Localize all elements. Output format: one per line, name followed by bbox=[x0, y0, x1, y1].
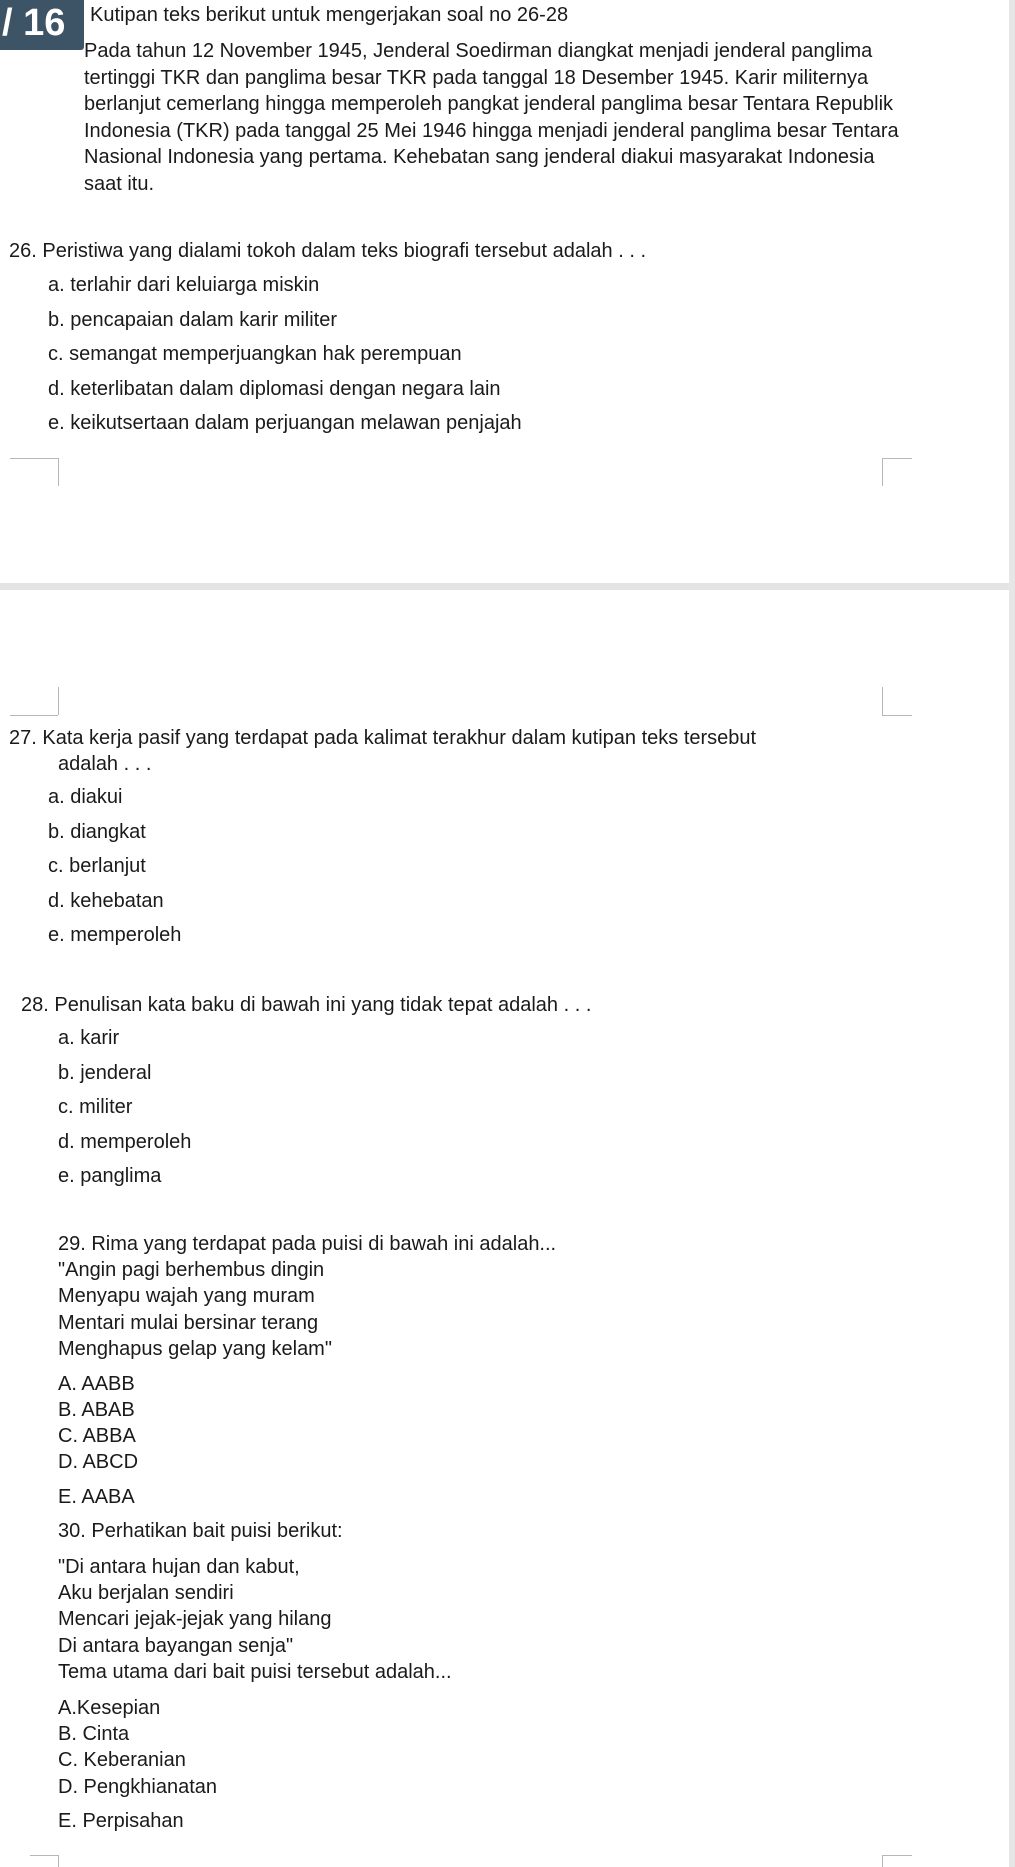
q26-option-a: a. terlahir dari keluiarga miskin bbox=[48, 274, 320, 296]
crop-mark bbox=[58, 458, 59, 486]
q28-option-d: d. memperoleh bbox=[58, 1131, 192, 1153]
q26-option-e: e. keikutsertaan dalam perjuangan melawan penjajah bbox=[48, 412, 522, 434]
q29-poem-line: Menghapus gelap yang kelam" bbox=[58, 1338, 332, 1360]
q27-option-b: b. diangkat bbox=[48, 821, 146, 843]
q30-poem-line: "Di antara hujan dan kabut, bbox=[58, 1556, 300, 1578]
q30-poem-line: Mencari jejak-jejak yang hilang bbox=[58, 1608, 332, 1630]
crop-mark bbox=[882, 1855, 912, 1856]
q30-option-d: D. Pengkhianatan bbox=[58, 1776, 218, 1798]
crop-mark bbox=[30, 1855, 58, 1856]
q26-option-b: b. pencapaian dalam karir militer bbox=[48, 309, 338, 331]
q27-option-d: d. kehebatan bbox=[48, 890, 164, 912]
q27-option-e: e. memperoleh bbox=[48, 924, 182, 946]
q30-option-e: E. Perpisahan bbox=[58, 1810, 184, 1832]
crop-mark bbox=[10, 715, 58, 716]
q30-poem-line: Aku berjalan sendiri bbox=[58, 1582, 234, 1604]
q28-option-c: c. militer bbox=[58, 1096, 133, 1118]
crop-mark bbox=[882, 715, 912, 716]
q28-option-b: b. jenderal bbox=[58, 1062, 152, 1084]
q29-option-c: C. ABBA bbox=[58, 1425, 136, 1447]
crop-mark bbox=[10, 458, 58, 459]
q28-option-a: a. karir bbox=[58, 1027, 120, 1049]
question-27: 27. Kata kerja pasif yang terdapat pada kalimat terakhur dalam kutipan teks tersebut bbox=[9, 727, 757, 749]
q30-poem-line: Di antara bayangan senja" bbox=[58, 1635, 294, 1657]
q30-prompt: Tema utama dari bait puisi tersebut adalah... bbox=[58, 1661, 452, 1683]
q27-option-a: a. diakui bbox=[48, 786, 123, 808]
q29-poem-line: Menyapu wajah yang muram bbox=[58, 1285, 315, 1307]
q29-poem-line: Mentari mulai bersinar terang bbox=[58, 1312, 319, 1334]
q29-option-d: D. ABCD bbox=[58, 1451, 139, 1473]
passage-text: Pada tahun 12 November 1945, Jenderal Soedirman diangkat menjadi jenderal panglima tertinggi TKR dan panglima besar TKR pada tanggal 18 Desember 1945. Karir militernya berlanjut cemerlang hingga memperoleh pangkat jenderal panglima besar Tentara Republik Indonesia (TKR) pada tanggal 25 Mei 1946 hingga menjadi jenderal panglima besar Tentara Nasional Indonesia yang pertama. Kehebatan sang jenderal diakui masyarakat Indonesia saat itu. bbox=[84, 40, 899, 195]
page-number-badge: / 16 bbox=[0, 0, 84, 50]
q29-option-a: A. AABB bbox=[58, 1373, 135, 1395]
crop-mark bbox=[882, 458, 912, 459]
passage-header: Kutipan teks berikut untuk mengerjakan soal no 26-28 bbox=[90, 4, 569, 26]
q30-option-c: C. Keberanian bbox=[58, 1749, 186, 1771]
q26-option-c: c. semangat memperjuangkan hak perempuan bbox=[48, 343, 462, 365]
q29-option-e: E. AABA bbox=[58, 1486, 135, 1508]
crop-mark bbox=[58, 1855, 59, 1867]
question-28: 28. Penulisan kata baku di bawah ini yang tidak tepat adalah . . . bbox=[21, 994, 592, 1016]
q30-option-a: A.Kesepian bbox=[58, 1697, 161, 1719]
question-29: 29. Rima yang terdapat pada puisi di bawah ini adalah... bbox=[58, 1233, 557, 1255]
crop-mark bbox=[882, 458, 883, 486]
question-26: 26. Peristiwa yang dialami tokoh dalam teks biografi tersebut adalah . . . bbox=[9, 240, 647, 262]
q28-option-e: e. panglima bbox=[58, 1165, 162, 1187]
q27-option-c: c. berlanjut bbox=[48, 855, 146, 877]
q26-option-d: d. keterlibatan dalam diplomasi dengan negara lain bbox=[48, 378, 501, 400]
crop-mark bbox=[58, 687, 59, 715]
question-30: 30. Perhatikan bait puisi berikut: bbox=[58, 1520, 343, 1542]
crop-mark bbox=[882, 1855, 883, 1867]
q30-option-b: B. Cinta bbox=[58, 1723, 130, 1745]
q29-option-b: B. ABAB bbox=[58, 1399, 135, 1421]
question-27-cont: adalah . . . bbox=[58, 753, 152, 775]
q29-poem-line: "Angin pagi berhembus dingin bbox=[58, 1259, 325, 1281]
crop-mark bbox=[882, 687, 883, 715]
page-edge bbox=[1009, 0, 1015, 1867]
page-divider bbox=[0, 583, 1009, 590]
